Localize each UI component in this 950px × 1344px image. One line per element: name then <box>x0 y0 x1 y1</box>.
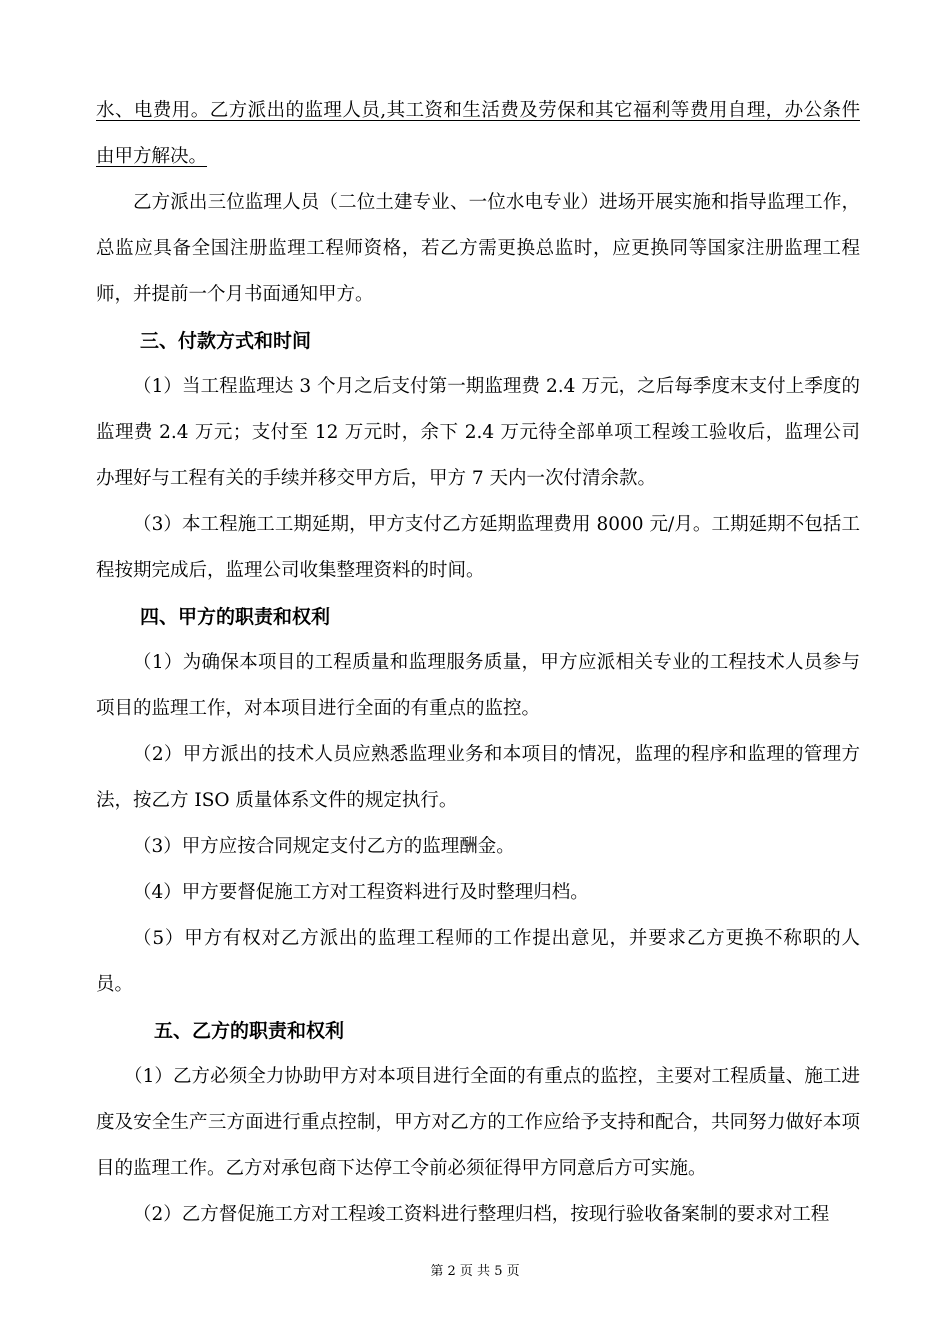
party-a-clause-4: （4）甲方要督促施工方对工程资料进行及时整理归档。 <box>133 882 589 903</box>
party-a-clause-2: （2）甲方派出的技术人员应熟悉监理业务和本项目的情况，监理的程序和监理的管理方法，按乙方 ISO 质量体系文件的规定执行。 <box>96 744 860 811</box>
staffing-paragraph: 乙方派出三位监理人员（二位土建专业、一位水电专业）进场开展实施和指导监理工作，总监应具备全国注册监理工程师资格，若乙方需更换总监时，应更换同等国家注册监理工程师，并提前一个月书面通知甲方。 <box>96 192 860 305</box>
payment-clause-1: （1）当工程监理达 3 个月之后支付第一期监理费 2.4 万元，之后每季度末支付上季度的监理费 2.4 万元；支付至 12 万元时，余下 2.4 万元待全部单项工程竣工验收后，监理公司办理好与工程有关的手续并移交甲方后，甲方 7 天内一次付清余款。 <box>96 376 860 489</box>
payment-clause-3: （3）本工程施工工期延期，甲方支付乙方延期监理费用 8000 元/月。工期延期不包括工程按期完成后，监理公司收集整理资料的时间。 <box>96 514 860 581</box>
section-heading-payment: 三、付款方式和时间 <box>140 330 312 352</box>
party-b-clause-1: （1）乙方必须全力协助甲方对本项目进行全面的有重点的监控，主要对工程质量、施工进度及安全生产三方面进行重点控制，甲方对乙方的工作应给予支持和配合，共同努力做好本项目的监理工作。乙方对承包商下达停工令前必须征得甲方同意后方可实施。 <box>96 1066 860 1179</box>
continuation-paragraph: 水、电费用。乙方派出的监理人员,其工资和生活费及劳保和其它福利等费用自理，办公条件由甲方解决。 <box>96 100 860 167</box>
section-heading-party-a: 四、甲方的职责和权利 <box>140 606 331 628</box>
party-a-clause-5: （5）甲方有权对乙方派出的监理工程师的工作提出意见，并要求乙方更换不称职的人员。 <box>96 928 860 995</box>
section-heading-party-b: 五、乙方的职责和权利 <box>154 1020 345 1042</box>
party-a-clause-1: （1）为确保本项目的工程质量和监理服务质量，甲方应派相关专业的工程技术人员参与项目的监理工作，对本项目进行全面的有重点的监控。 <box>96 652 860 719</box>
party-a-clause-3: （3）甲方应按合同规定支付乙方的监理酬金。 <box>133 836 515 857</box>
page-number-footer: 第 2 页 共 5 页 <box>430 1264 520 1279</box>
party-b-clause-2: （2）乙方督促施工方对工程竣工资料进行整理归档，按现行验收备案制的要求对工程 <box>133 1204 830 1225</box>
document-body <box>96 88 860 1238</box>
